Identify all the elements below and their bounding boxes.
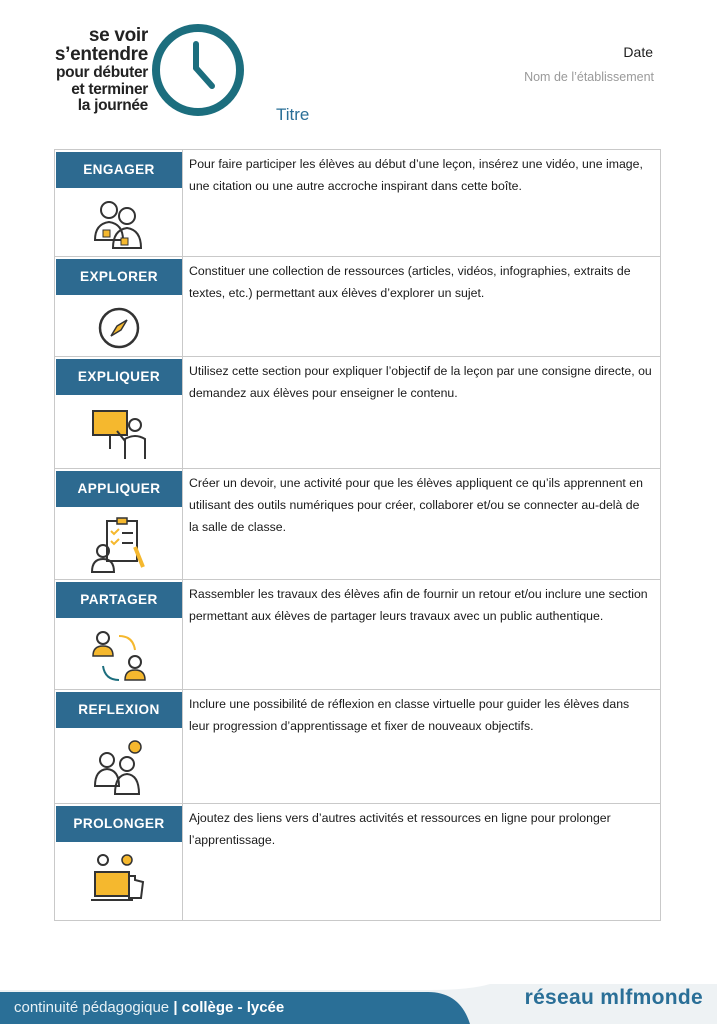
logo-line-5: la journée (77, 97, 148, 114)
step-label: EXPLIQUER (56, 359, 182, 395)
step-row-partager (55, 580, 661, 690)
step-label: ENGAGER (56, 152, 182, 188)
footer-left-text: continuité pédagogique (14, 999, 170, 1016)
logo-line-1: se voir (88, 25, 148, 46)
step-row-explorer (55, 257, 661, 357)
school-name-label: Nom de l’établissement (524, 70, 654, 84)
step-label: EXPLORER (56, 259, 182, 295)
step-description: Rassembler les travaux des élèves afin de fournir un retour et/ou inclure une section permettant aux élèves de partager leurs travaux avec un public authentique. (183, 580, 661, 690)
step-row-appliquer (55, 469, 661, 580)
step-label: PROLONGER (56, 806, 182, 842)
logo-line-3: pour débuter (56, 64, 148, 81)
step-description: Constituer une collection de ressources (articles, vidéos, infographies, extraits de textes, etc.) permettant aux élèves d’explorer un sujet. (183, 257, 661, 357)
footer (0, 986, 717, 1024)
page-title: Titre (276, 105, 310, 124)
step-label: REFLEXION (56, 692, 182, 728)
footer-tagline (14, 999, 284, 1016)
step-row-expliquer (55, 357, 661, 469)
online-icon (89, 852, 149, 908)
step-row-reflexion (55, 690, 661, 804)
step-description: Utilisez cette section pour expliquer l’objectif de la leçon par une consigne directe, ou demandez aux élèves pour enseigner le contenu. (183, 357, 661, 469)
footer-right-text: collège - lycée (181, 999, 285, 1016)
logo-text (14, 26, 148, 114)
brand-logo: réseau mlfmonde (524, 986, 703, 1009)
step-row-prolonger (55, 804, 661, 921)
step-label: PARTAGER (56, 582, 182, 618)
step-description: Ajoutez des liens vers d’autres activités et ressources en ligne pour prolonger l’apprentissage. (183, 804, 661, 921)
compass-icon (96, 305, 142, 351)
clock-icon (150, 22, 246, 118)
steps-table (54, 149, 661, 921)
clipboard-icon (89, 517, 149, 573)
date-label: Date (623, 44, 653, 60)
step-description: Inclure une possibilité de réflexion en classe virtuelle pour guider les élèves dans leur progression d’apprentissage et fixer de nouveaux objectifs. (183, 690, 661, 804)
step-label: APPLIQUER (56, 471, 182, 507)
footer-separator: | (173, 999, 178, 1016)
step-description: Pour faire participer les élèves au début d’une leçon, insérez une vidéo, une image, une citation ou une autre accroche inspirant dans cette boîte. (183, 150, 661, 257)
idea-icon (89, 738, 149, 796)
presentation-icon (89, 405, 149, 461)
logo-line-2: s’entendre (54, 44, 148, 65)
logo-line-4: et terminer (71, 80, 148, 98)
group-icon (89, 198, 149, 250)
share-icon (89, 628, 149, 684)
step-row-engager (55, 150, 661, 257)
step-description: Créer un devoir, une activité pour que les élèves appliquent ce qu’ils apprennent en utilisant des outils numériques pour créer, collaborer et/ou se connecter au-delà de la salle de classe. (183, 469, 661, 580)
